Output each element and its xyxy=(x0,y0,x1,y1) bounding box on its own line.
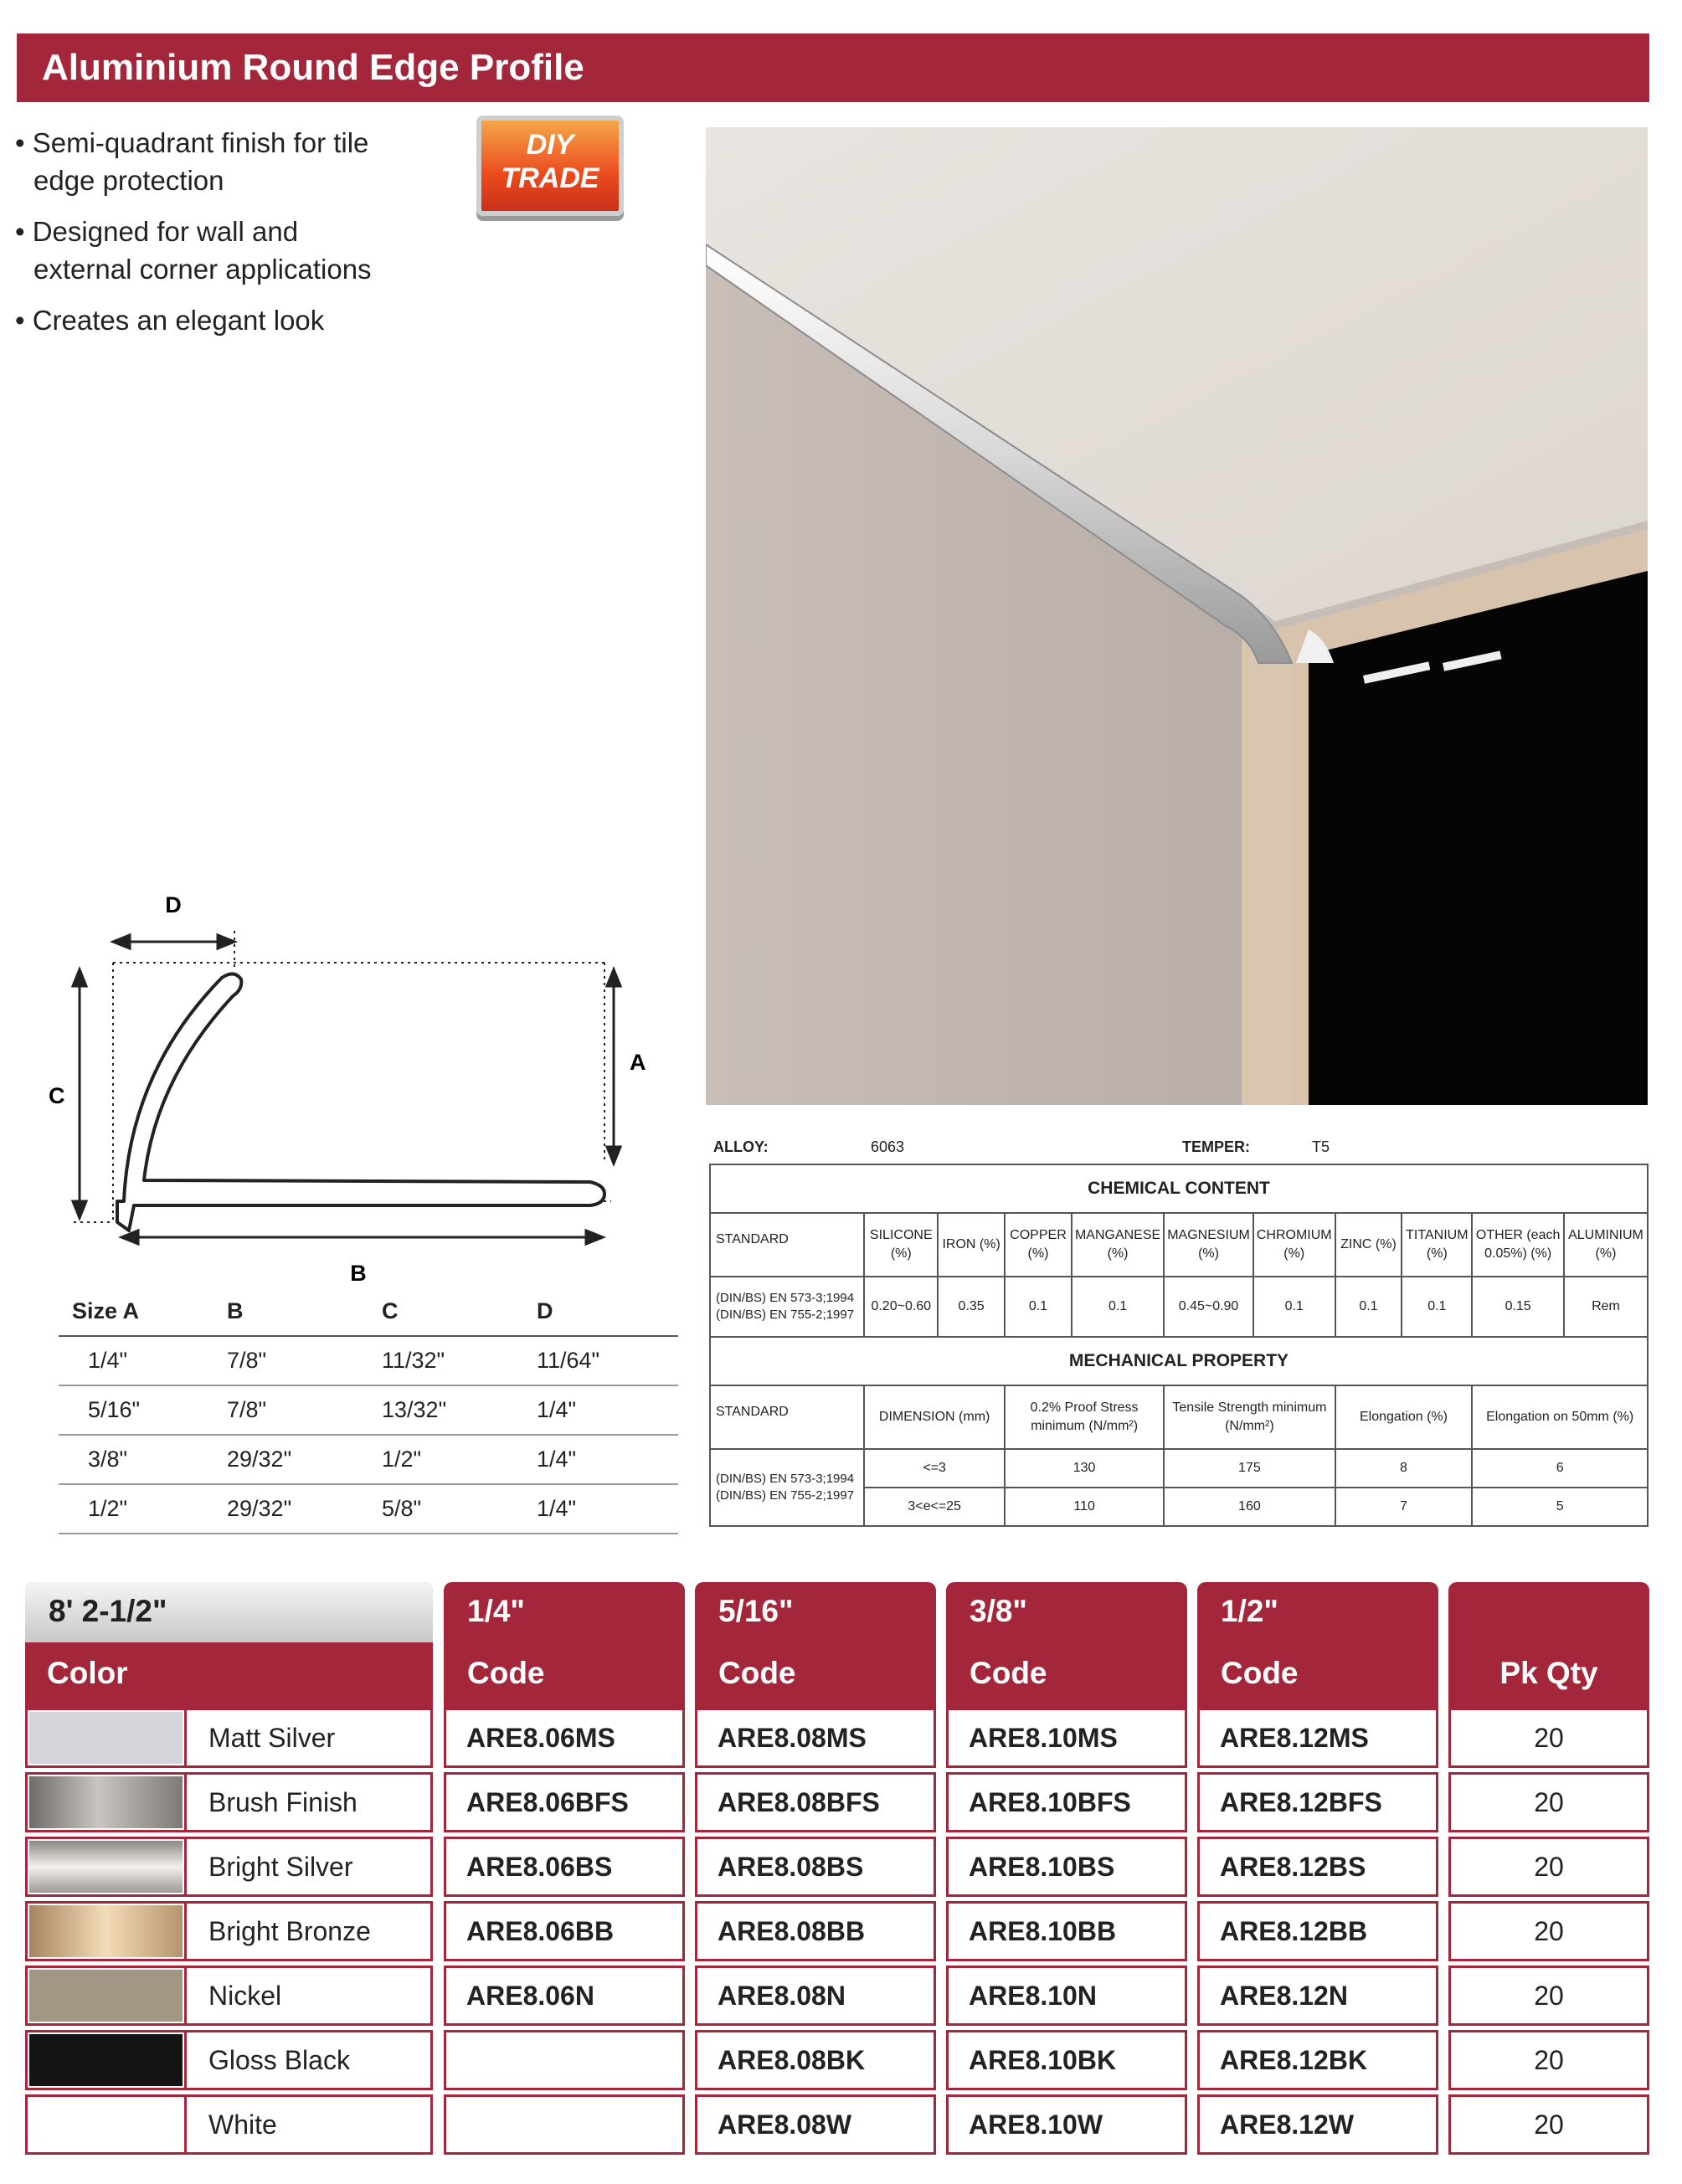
color-swatch xyxy=(25,1708,187,1768)
pk-qty-column xyxy=(1448,1582,1649,1708)
standard-header: STANDARD xyxy=(710,1213,864,1277)
pk-qty-value: 20 xyxy=(1448,1966,1649,2026)
color-swatch xyxy=(25,1966,187,2026)
feature-list xyxy=(15,124,434,352)
badge-line-2: TRADE xyxy=(501,162,599,194)
pk-qty-value: 20 xyxy=(1448,1708,1649,1768)
color-name: Matt Silver xyxy=(184,1708,433,1768)
feature-item: • Semi-quadrant finish for tile edge protection xyxy=(15,127,369,196)
color-header: Color xyxy=(47,1656,128,1690)
color-name: Gloss Black xyxy=(184,2030,433,2090)
table-cell: 5/16" xyxy=(88,1397,141,1422)
pk-qty-value: 20 xyxy=(1448,1837,1649,1897)
table-row xyxy=(59,1436,678,1485)
column-header: DIMENSION (mm) xyxy=(864,1385,1005,1449)
size-column-2 xyxy=(695,1582,936,1708)
table-cell: 29/32" xyxy=(227,1496,292,1521)
table-cell: 3<e<=25 xyxy=(864,1488,1005,1526)
table-cell: 0.35 xyxy=(938,1277,1005,1337)
length-label: 8' 2-1/2" xyxy=(49,1594,167,1628)
table-cell: 1/4" xyxy=(537,1447,577,1472)
page-title: Aluminium Round Edge Profile xyxy=(42,47,584,88)
dimension-a-label: A xyxy=(630,1050,646,1075)
product-code: ARE8.10BFS xyxy=(946,1772,1187,1832)
table-cell: 5/8" xyxy=(382,1496,422,1521)
size-table xyxy=(59,1287,678,1534)
table-cell: 3/8" xyxy=(88,1447,128,1472)
standard-header: STANDARD xyxy=(710,1385,864,1449)
code-header: Code xyxy=(718,1656,796,1690)
table-cell: 160 xyxy=(1164,1488,1335,1526)
table-cell: 130 xyxy=(1005,1449,1164,1488)
product-photo xyxy=(706,127,1648,1105)
column-header: Tensile Strength minimum (N/mm²) xyxy=(1164,1385,1335,1449)
product-code: ARE8.08W xyxy=(695,2094,936,2155)
table-cell: 110 xyxy=(1005,1488,1164,1526)
mechanical-row xyxy=(710,1449,1648,1488)
dimension-b-label: B xyxy=(350,1261,367,1286)
column-header: CHROMIUM (%) xyxy=(1253,1213,1335,1277)
column-header: B xyxy=(227,1298,244,1323)
column-header: D xyxy=(537,1298,553,1323)
table-cell: 0.1 xyxy=(1402,1277,1472,1337)
temper-label: TEMPER: xyxy=(1182,1138,1250,1155)
table-cell: 11/32" xyxy=(382,1348,445,1373)
size-column-header xyxy=(695,1582,936,1708)
product-code: ARE8.08BS xyxy=(695,1837,936,1897)
table-cell: 0.1 xyxy=(1335,1277,1402,1337)
alloy-temper-line xyxy=(713,1138,1647,1164)
product-code: ARE8.10BS xyxy=(946,1837,1187,1897)
table-cell: 0.1 xyxy=(1072,1277,1164,1337)
profile-cross-section-diagram xyxy=(33,871,670,1289)
size-label: 5/16" xyxy=(718,1594,794,1628)
size-label: 1/4" xyxy=(467,1594,525,1628)
table-row xyxy=(59,1485,678,1534)
size-column-header xyxy=(1197,1582,1438,1708)
table-cell: 6 xyxy=(1472,1449,1648,1488)
alloy-value: 6063 xyxy=(871,1138,905,1155)
product-code: ARE8.06BFS xyxy=(444,1772,685,1832)
pk-qty-value: 20 xyxy=(1448,2094,1649,2155)
dimension-c-label: C xyxy=(49,1083,65,1108)
color-swatch xyxy=(25,1901,187,1961)
pk-qty-value: 20 xyxy=(1448,1901,1649,1961)
standard-cell: (DIN/BS) EN 573-3;1994 (DIN/BS) EN 755-2;1997 xyxy=(710,1277,864,1337)
product-code: ARE8.10MS xyxy=(946,1708,1187,1768)
table-cell: Rem xyxy=(1564,1277,1648,1337)
size-table-header xyxy=(59,1287,678,1337)
mechanical-header-row xyxy=(710,1385,1648,1449)
table-row xyxy=(59,1386,678,1436)
size-label: 1/2" xyxy=(1221,1594,1278,1628)
column-header: ZINC (%) xyxy=(1335,1213,1402,1277)
color-column-header xyxy=(25,1582,433,1708)
product-code: ARE8.08BFS xyxy=(695,1772,936,1832)
size-column-3 xyxy=(946,1582,1187,1708)
color-name: Nickel xyxy=(184,1966,433,2026)
table-cell: 11/64" xyxy=(537,1348,600,1373)
product-code: ARE8.12W xyxy=(1197,2094,1438,2155)
code-header: Code xyxy=(467,1656,545,1690)
size-column-4 xyxy=(1197,1582,1438,1708)
table-cell: 5 xyxy=(1472,1488,1648,1526)
column-header: TITANIUM (%) xyxy=(1402,1213,1472,1277)
mechanical-property-title: MECHANICAL PROPERTY xyxy=(710,1337,1648,1385)
size-label: 3/8" xyxy=(970,1594,1027,1628)
table-cell: 7 xyxy=(1335,1488,1473,1526)
table-cell: 1/4" xyxy=(88,1348,128,1373)
product-code: ARE8.12MS xyxy=(1197,1708,1438,1768)
pk-qty-value: 20 xyxy=(1448,2030,1649,2090)
code-header: Code xyxy=(970,1656,1047,1690)
product-code: ARE8.06MS xyxy=(444,1708,685,1768)
pk-qty-value: 20 xyxy=(1448,1772,1649,1832)
product-code: ARE8.08BB xyxy=(695,1901,936,1961)
color-swatch xyxy=(25,1837,187,1897)
table-cell: 8 xyxy=(1335,1449,1473,1488)
title-bar xyxy=(17,33,1649,102)
product-code: ARE8.06N xyxy=(444,1966,685,2026)
chemical-header-row xyxy=(710,1213,1648,1277)
color-name: Bright Bronze xyxy=(184,1901,433,1961)
column-header: Size A xyxy=(72,1298,140,1323)
column-header: SILICONE (%) xyxy=(864,1213,938,1277)
table-cell: 13/32" xyxy=(382,1397,447,1422)
table-cell: 175 xyxy=(1164,1449,1335,1488)
color-swatch xyxy=(25,2094,187,2155)
product-code: ARE8.08N xyxy=(695,1966,936,2026)
chemical-content-title: CHEMICAL CONTENT xyxy=(710,1164,1648,1213)
color-swatch xyxy=(25,1772,187,1832)
product-code: ARE8.08BK xyxy=(695,2030,936,2090)
badge-line-1: DIY xyxy=(526,129,574,161)
temper-value: T5 xyxy=(1312,1138,1330,1155)
color-name: Brush Finish xyxy=(184,1772,433,1832)
feature-item: • Designed for wall and external corner applications xyxy=(15,216,372,285)
pk-qty-header: Pk Qty xyxy=(1499,1656,1598,1690)
table-row xyxy=(59,1337,678,1386)
diy-trade-badge xyxy=(466,116,634,224)
column-header: MANGANESE (%) xyxy=(1072,1213,1164,1277)
column-header: Elongation (%) xyxy=(1335,1385,1473,1449)
column-header: ALUMINIUM (%) xyxy=(1564,1213,1648,1277)
color-swatch xyxy=(25,2030,187,2090)
column-header: 0.2% Proof Stress minimum (N/mm²) xyxy=(1005,1385,1164,1449)
product-code: ARE8.10N xyxy=(946,1966,1187,2026)
product-code: ARE8.12N xyxy=(1197,1966,1438,2026)
chemical-value-row xyxy=(710,1277,1648,1337)
size-column-1 xyxy=(444,1582,685,1708)
product-code: ARE8.06BB xyxy=(444,1901,685,1961)
table-cell: 0.45~0.90 xyxy=(1164,1277,1253,1337)
product-code: ARE8.10BB xyxy=(946,1901,1187,1961)
standard-cell: (DIN/BS) EN 573-3;1994 (DIN/BS) EN 755-2;1997 xyxy=(710,1449,864,1526)
product-code: ARE8.12BS xyxy=(1197,1837,1438,1897)
column-header: IRON (%) xyxy=(938,1213,1005,1277)
column-header: C xyxy=(382,1298,399,1323)
column-header: MAGNESIUM (%) xyxy=(1164,1213,1253,1277)
table-cell: 7/8" xyxy=(227,1397,267,1422)
table-cell: 0.1 xyxy=(1005,1277,1072,1337)
product-code: ARE8.12BB xyxy=(1197,1901,1438,1961)
table-cell: 1/2" xyxy=(88,1496,128,1521)
corner-profile-illustration xyxy=(706,127,1648,1105)
pk-qty-column-header xyxy=(1448,1582,1649,1708)
code-header: Code xyxy=(1221,1656,1299,1690)
table-cell: 1/4" xyxy=(537,1496,577,1521)
table-cell: 0.20~0.60 xyxy=(864,1277,938,1337)
column-header: Elongation on 50mm (%) xyxy=(1472,1385,1648,1449)
alloy-label: ALLOY: xyxy=(713,1138,769,1155)
table-cell: 0.1 xyxy=(1253,1277,1335,1337)
size-column-header xyxy=(444,1582,685,1708)
product-code xyxy=(444,2094,685,2155)
specification-table xyxy=(709,1164,1649,1527)
product-code: ARE8.08MS xyxy=(695,1708,936,1768)
table-cell: 29/32" xyxy=(227,1447,292,1472)
table-cell: 0.15 xyxy=(1472,1277,1564,1337)
product-code: ARE8.06BS xyxy=(444,1837,685,1897)
size-column-header xyxy=(946,1582,1187,1708)
color-column xyxy=(25,1582,433,1708)
column-header: COPPER (%) xyxy=(1005,1213,1072,1277)
feature-item: • Creates an elegant look xyxy=(15,305,325,336)
product-code: ARE8.10W xyxy=(946,2094,1187,2155)
table-cell: 1/4" xyxy=(537,1397,577,1422)
product-code xyxy=(444,2030,685,2090)
table-cell: <=3 xyxy=(864,1449,1005,1488)
table-cell: 1/2" xyxy=(382,1447,422,1472)
color-name: Bright Silver xyxy=(184,1837,433,1897)
product-code: ARE8.12BFS xyxy=(1197,1772,1438,1832)
column-header: OTHER (each 0.05%) (%) xyxy=(1472,1213,1564,1277)
dimension-d-label: D xyxy=(165,892,182,917)
product-code: ARE8.10BK xyxy=(946,2030,1187,2090)
product-code: ARE8.12BK xyxy=(1197,2030,1438,2090)
color-name: White xyxy=(184,2094,433,2155)
table-cell: 7/8" xyxy=(227,1348,267,1373)
